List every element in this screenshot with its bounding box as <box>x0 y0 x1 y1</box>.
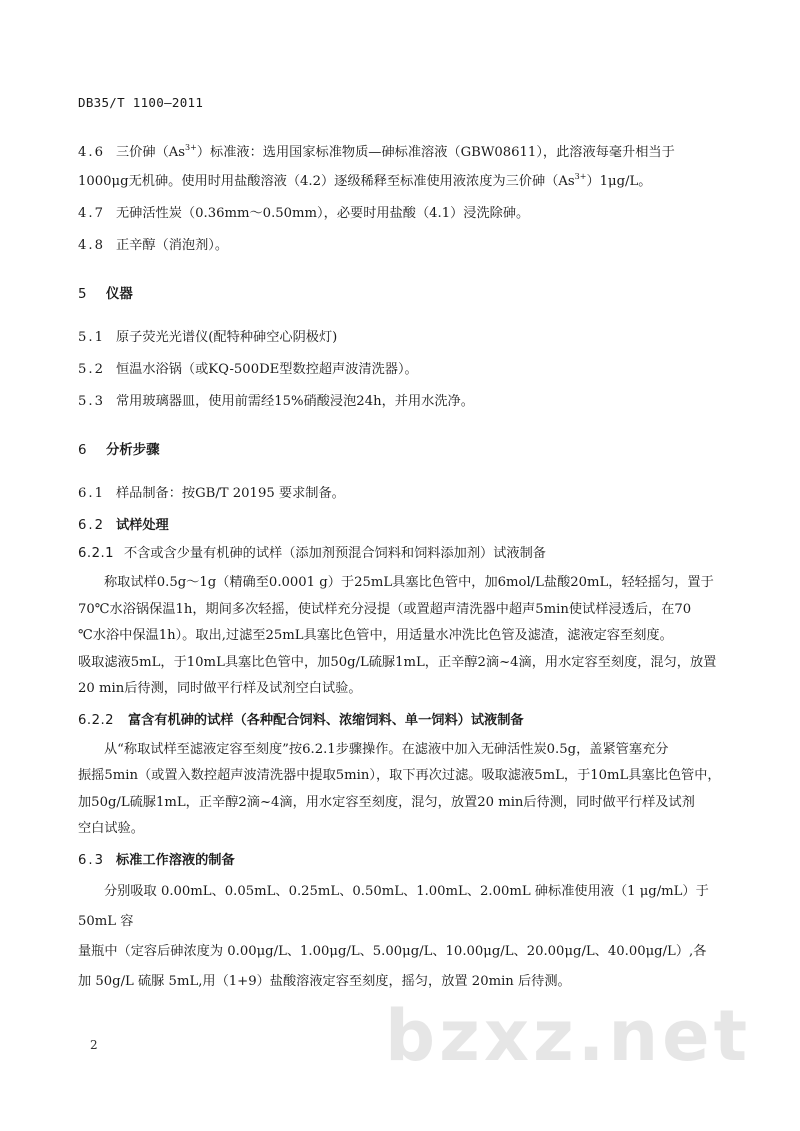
clause-5-3 <box>78 390 726 414</box>
section-number: 6 <box>78 443 89 458</box>
clause-5-1 <box>78 326 726 350</box>
superscript: 3+ <box>574 172 587 181</box>
paragraph-line: 70℃水浴锅保温1h，期间多次轻摇，使试样充分浸提（或置超声清洗器中超声5min使试样浸透后，在70 <box>78 601 692 617</box>
subsection-6-2 <box>78 514 726 538</box>
paragraph-line: 加50g/L硫脲1mL，正辛醇2滴~4滴，用水定容至刻度，混匀，放置20 min后待测，同时做平行样及试剂 <box>78 794 695 810</box>
clause-number: 6.1 <box>78 486 105 501</box>
paragraph-line: 吸取滤液5mL，于10mL具塞比色管中，加50g/L硫脲1mL，正辛醇2滴~4滴，用水定容至刻度，混匀，放置 <box>78 654 717 670</box>
paragraph-line: 振摇5min（或置入数控超声波清洗器中提取5min），取下再次过滤。吸取滤液5mL，于10mL具塞比色管中， <box>78 768 721 783</box>
paragraph-line: ℃水浴中保温1h）。取出,过滤至25mL具塞比色管中，用适量水冲洗比色管及滤渣，滤液定容至刻度。 <box>78 628 673 643</box>
clause-5-2 <box>78 358 726 382</box>
clause-number: 6.2.1 <box>78 546 115 561</box>
paragraph-6-3 <box>78 877 726 997</box>
section-title: 分析步骤 <box>106 443 160 458</box>
paragraph-line: 分别吸取 0.00mL、0.05mL、0.25mL、0.50mL、1.00mL、2.00mL 砷标准使用液（1 μg/mL）于 50mL 容 <box>78 883 709 929</box>
paragraph-line: 20 min后待测，同时做平行样及试剂空白试验。 <box>78 681 362 696</box>
clause-4-6 <box>78 136 726 194</box>
paragraph-6-2-1 <box>78 570 726 703</box>
clause-number: 6.2.2 <box>78 712 115 728</box>
clause-number: 4.7 <box>78 206 105 221</box>
clause-number: 5.1 <box>78 330 105 345</box>
clause-text: 恒温水浴锅（或KQ-500DE型数控超声波清洗器）。 <box>116 362 418 377</box>
clause-text: 样品制备：按GB/T 20195 要求制备。 <box>116 486 345 501</box>
subsection-title: 试样处理 <box>116 518 169 533</box>
clause-text: 1000μg无机砷。使用时用盐酸溶液（4.2）逐级稀释至标准使用液浓度为三价砷（As <box>78 174 575 189</box>
watermark: bzxz.net <box>385 995 752 1077</box>
clause-text: 原子荧光光谱仪(配特种砷空心阴极灯) <box>116 330 338 345</box>
paragraph-line: 加 50g/L 硫脲 5mL,用（1+9）盐酸溶液定容至刻度，摇匀，放置 20min 后待测。 <box>78 973 571 989</box>
clause-number: 5.3 <box>78 394 105 409</box>
paragraph-line: 从“称取试样至滤液定容至刻度”按6.2.1步骤操作。在滤液中加入无砷活性炭0.5g，盖紧管塞充分 <box>104 741 669 757</box>
section-heading-5 <box>78 284 726 306</box>
clause-6-1 <box>78 482 726 506</box>
document-code: DB35/T 1100—2011 <box>78 95 204 110</box>
paragraph-line: 称取试样0.5g～1g（精确至0.0001 g）于25mL具塞比色管中，加6mol/L盐酸20mL，轻轻摇匀，置于 <box>104 575 714 590</box>
clause-number: 4.6 <box>78 145 105 160</box>
paragraph-line: 空白试验。 <box>78 821 144 836</box>
subsection-6-2-2 <box>78 709 726 733</box>
subsection-title: 富含有机砷的试样（各种配合饲料、浓缩饲料、单一饲料）试液制备 <box>128 712 524 728</box>
document-body <box>78 136 726 997</box>
clause-4-8 <box>78 234 726 258</box>
clause-text: ）标准液：选用国家标准物质—砷标准溶液（GBW08611），此溶液每毫升相当于 <box>196 145 675 160</box>
clause-number: 6.3 <box>78 852 105 868</box>
clause-4-7 <box>78 202 726 226</box>
subsection-title: 标准工作溶液的制备 <box>116 852 235 868</box>
subsection-6-2-1 <box>78 542 726 566</box>
clause-number: 4.8 <box>78 238 105 253</box>
clause-text: ）1μg/L。 <box>586 174 652 189</box>
clause-number: 6.2 <box>78 518 105 533</box>
subsection-title: 不含或含少量有机砷的试样（添加剂预混合饲料和饲料添加剂）试液制备 <box>124 546 546 561</box>
clause-text: 无砷活性炭（0.36mm～0.50mm），必要时用盐酸（4.1）浸洗除砷。 <box>116 206 530 221</box>
paragraph-6-2-2 <box>78 737 726 843</box>
superscript: 3+ <box>185 143 197 152</box>
section-title: 仪器 <box>106 287 133 302</box>
subsection-6-3 <box>78 849 726 873</box>
section-number: 5 <box>78 287 89 302</box>
clause-number: 5.2 <box>78 362 105 377</box>
page-number: 2 <box>90 1038 98 1052</box>
clause-text: 正辛醇（消泡剂）。 <box>116 238 229 253</box>
paragraph-line: 量瓶中（定容后砷浓度为 0.00μg/L、1.00μg/L、5.00μg/L、10.00μg/L、20.00μg/L、40.00μg/L）,各 <box>78 943 707 959</box>
clause-text: 三价砷（As <box>116 145 186 160</box>
clause-text: 常用玻璃器皿，使用前需经15%硝酸浸泡24h，并用水洗净。 <box>116 394 474 409</box>
section-heading-6 <box>78 440 726 462</box>
